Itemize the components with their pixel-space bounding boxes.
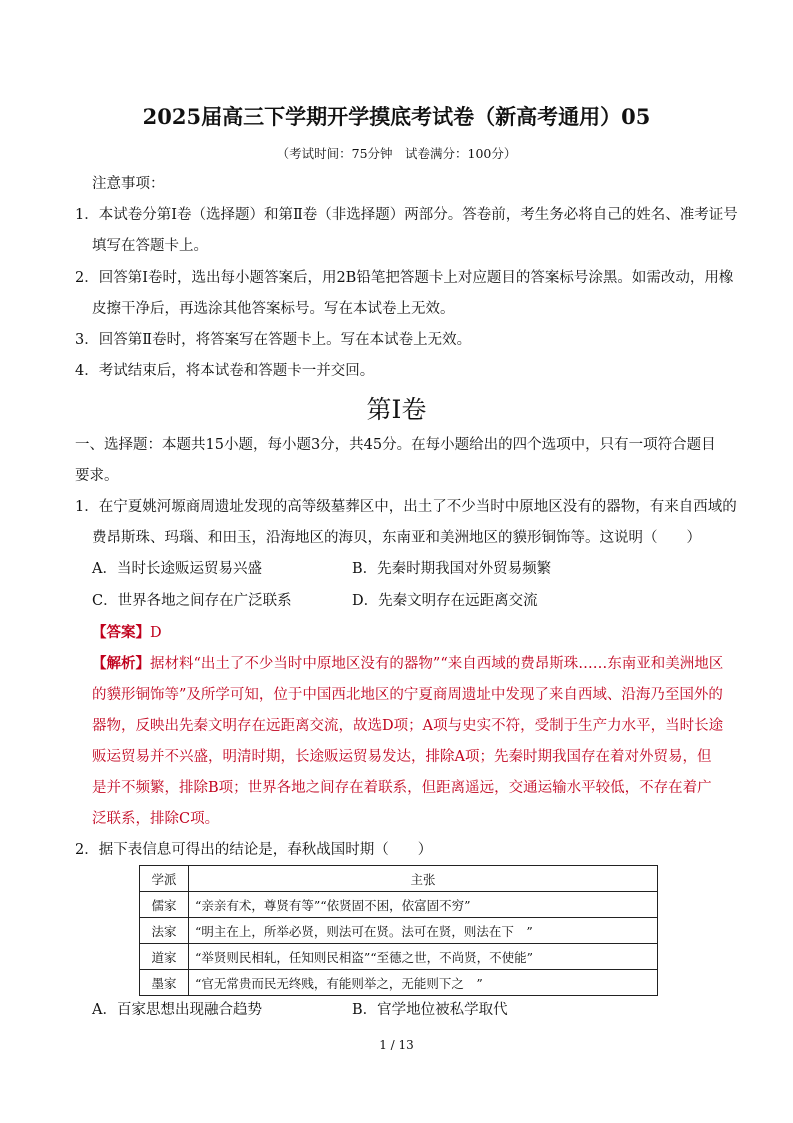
- table-cell-view: “明主在上，所举必贤，则法可在贤。法可在贤，则法在下 ”: [189, 918, 658, 944]
- exam-subtitle: （考试时间：75分钟 试卷满分：100分）: [276, 146, 517, 161]
- table-row: [140, 944, 658, 970]
- table-cell-view: “亲亲有术，尊贤有等”“依贤固不困，依富固不穷”: [189, 892, 658, 918]
- table-row: [140, 892, 658, 918]
- analysis-text: 据材料“出土了不少当时中原地区没有的器物”“来自西域的费昂斯珠……东南亚和美洲地区的貘形铜饰等”及所学可知，位于中国西北地区的宁夏商周遗址中发现了来自西域、沿海乃至国外的器物，反映出先秦文明存在远距离交流，故选D项；A项与史实不符，受制于生产力水平，当时长途贩运贸易并不兴盛，明清时期，长途贩运贸易发达，排除A项；先秦时期我国存在着对外贸易，但是并不频繁，排除B项；世界各地之间存在着联系，但距离遥远，交通运输水平较低，不存在着广泛联系，排除C项。: [92, 656, 724, 827]
- page-number: 1 / 13: [379, 1038, 414, 1052]
- table-cell-view: “官无常贵而民无终贱，有能则举之，无能则下之 ”: [189, 970, 658, 996]
- table-cell-school: 道家: [140, 944, 189, 970]
- table-header-cell: 主张: [189, 866, 658, 892]
- question-1-stem: 1．在宁夏姚河塬商周遗址发现的高等级墓葬区中，出土了不少当时中原地区没有的器物，有来自西域的费昂斯珠、玛瑙、和田玉，沿海地区的海贝，东南亚和美洲地区的貘形铜饰等。这说明（ ）: [75, 499, 737, 546]
- notice-item: 填写在答题卡上。: [92, 238, 208, 254]
- notice-item: 2．回答第Ⅰ卷时，选出每小题答案后，用2B铅笔把答题卡上对应题目的答案标号涂黑。如需改动，用橡: [75, 270, 734, 286]
- notice-item: 4．考试结束后，将本试卷和答题卡一并交回。: [75, 363, 375, 379]
- q1-option-b: B．先秦时期我国对外贸易频繁: [352, 561, 552, 577]
- q1-option-a: A．当时长途贩运贸易兴盛: [92, 561, 262, 577]
- answer-tag: 【答案】: [92, 624, 150, 641]
- notice-item: 3．回答第Ⅱ卷时，将答案写在答题卡上。写在本试卷上无效。: [75, 332, 472, 348]
- exam-title: 2025届高三下学期开学摸底考试卷（新高考通用）05: [142, 104, 651, 129]
- answer-value: D: [150, 625, 162, 641]
- volume-title: 第Ⅰ卷: [366, 395, 427, 424]
- table-header-row: [140, 866, 658, 892]
- q1-option-c: C．世界各地之间存在广泛联系: [92, 593, 292, 609]
- table-row: [140, 970, 658, 996]
- section-intro: 一、选择题：本题共15小题，每小题3分，共45分。在每小题给出的四个选项中，只有一项符合题目要求。: [75, 437, 716, 484]
- school-of-thought-table: [139, 865, 658, 996]
- notice-item: 1．本试卷分第Ⅰ卷（选择题）和第Ⅱ卷（非选择题）两部分。答卷前，考生务必将自己的姓名、准考证号: [75, 207, 738, 223]
- analysis-tag: 【解析】: [92, 655, 150, 672]
- question-2-stem: 2．据下表信息可得出的结论是，春秋战国时期（ ）: [75, 842, 433, 858]
- table-cell-school: 法家: [140, 918, 189, 944]
- table-cell-school: 儒家: [140, 892, 189, 918]
- table-row: [140, 918, 658, 944]
- q1-answer: [92, 617, 162, 649]
- table-cell-school: 墨家: [140, 970, 189, 996]
- q1-analysis: [92, 648, 724, 835]
- table-cell-view: “举贤则民相轧，任知则民相盗”“至德之世，不尚贤，不使能”: [189, 944, 658, 970]
- notice-heading: 注意事项：: [92, 176, 165, 192]
- q2-option-a: A．百家思想出现融合趋势: [92, 1002, 262, 1018]
- table-header-cell: 学派: [140, 866, 189, 892]
- notice-item: 皮擦干净后，再选涂其他答案标号。写在本试卷上无效。: [92, 301, 455, 317]
- q2-option-b: B．官学地位被私学取代: [352, 1002, 508, 1018]
- q1-option-d: D．先秦文明存在远距离交流: [352, 593, 538, 609]
